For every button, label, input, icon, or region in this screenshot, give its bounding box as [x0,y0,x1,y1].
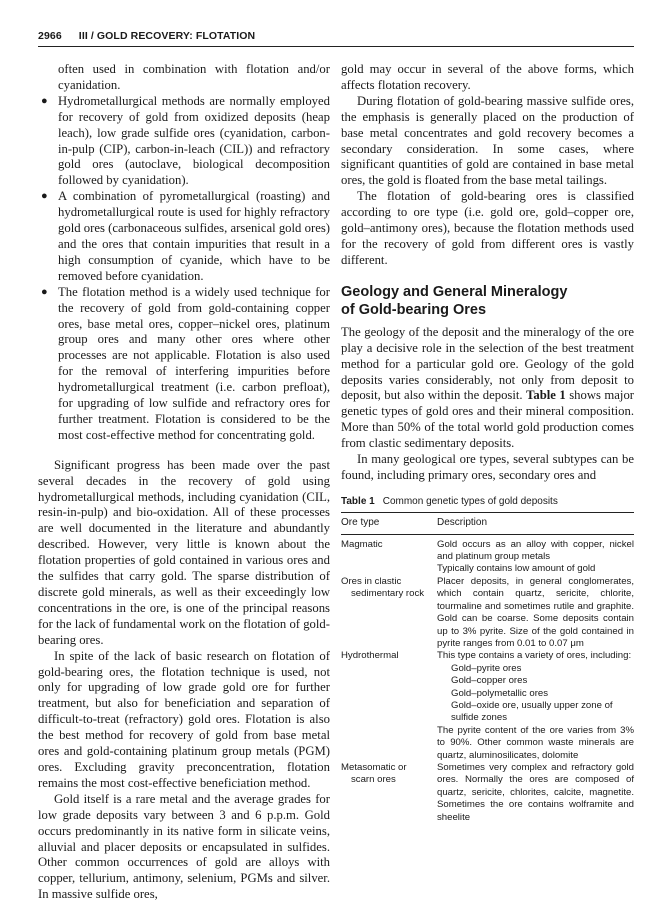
bullet-dot-icon: ● [41,190,48,203]
description-note: The pyrite content of the ore varies from 3% to 90%. Other common waste minerals are quartz, aluminosilicates, dolomite [437,724,634,761]
paragraph-gap [38,444,330,458]
ore-type-cell: Hydrothermal [341,650,399,662]
ore-type-cell: Metasomatic or [341,761,407,773]
running-title: III / GOLD RECOVERY: FLOTATION [78,30,256,42]
body-paragraph: In spite of the lack of basic research on flotation of gold-bearing ores, the flotation technique is used, not only for upgrading of low grade gold ore for further treatment, but also for beneficiation and separation of difficult-to-treat (refractory) gold ores. Flotation is also the best method for recovery of gold from base metal ores and gold-containing platinum group metals (PGM) ores. Excluding gravity preconcentration, flotation remains the most cost-effective beneficiation method. [38,648,330,790]
table-caption-text: Common genetic types of gold deposits [382,495,558,507]
bullet-item: ● The flotation method is a widely used technique for the recovery of gold from gold-containing copper ores, base metal ores, copper–nickel ores, platinum group ores and many other ores where other processes are not applicable. Flotation is also used for the removal of interfering impurities before hydrometallurgical treatment (i.e. carbon prefloat), for upgrading of low sulfide and refractory ores for further treatment. Flotation is considered to be the most cost-effective method for concentrating gold. [41,284,330,442]
table-reference: Table 1 [526,388,566,403]
body-paragraph: In many geological ore types, several subtypes can be found, including primary ores, secondary ores and [341,452,634,482]
description-cell: This type contains a variety of ores, including: [437,650,632,662]
table-1 [341,496,634,826]
bullet-dot-icon: ● [41,285,48,298]
table-row [341,650,634,762]
section-heading: Geology and General Mineralogy of Gold-bearing Ores [341,283,568,318]
bullet-dot-icon: ● [41,94,48,107]
left-column [38,62,330,903]
ore-type-cell-cont: scarn ores [351,774,396,786]
method-bullet-list [38,94,330,444]
ore-type-cell: Ores in clastic [341,575,402,587]
table-header-row [341,513,634,534]
running-header [38,30,634,46]
column-header-description: Description [437,513,634,534]
description-note: Typically contains low amount of gold [437,563,596,575]
page-number: 2966 [38,30,62,42]
subtype-item: Gold–polymetallic ores [451,687,549,699]
table-row [341,576,634,650]
subtype-item: Gold–pyrite ores [451,662,522,674]
description-cell: Placer deposits, in general conglomerates, which contain quartz, sericite, chlorite, tourmaline and sometimes rutile and graphite. Gold can be coarse. Some deposits contain up to 3% pyrite. Size of the gold contained in pyrite ranges from 0.01 to 0.07 μm [437,575,634,649]
body-paragraph: During flotation of gold-bearing massive sulfide ores, the emphasis is generally placed on the production of base metal concentrates and gold recovery becomes a secondary consideration. In some cases, where significant quantities of gold are contained in base metal ores, the gold is floated from the base metal tailings. [341,93,634,188]
header-rule [38,46,634,47]
body-paragraph: Gold itself is a rare metal and the average grades for low grade deposits vary between 3 and 6 p.p.m. Gold occurs predominantly in its native form in silicate veins, alluvial and placer deposits or encapsulated in sulfides. Other common occurrences of gold are alloys with copper, tellurium, antimony, selenium, PGMs and silver. In massive sulfide ores, [38,791,330,902]
description-cell: Gold occurs as an alloy with copper, nickel and platinum group metals [437,538,634,563]
ore-type-cell: Magmatic [341,538,383,550]
body-paragraph: The geology of the deposit and the mineralogy of the ore play a decisive role in the selection of the best treatment method for a particular gold ore. Geology of the gold deposits varies considerably, not only from deposit to deposit, but also within the deposit. Table 1 shows major genetic types of gold ores and their mineral composition. More than 50% of the total world gold production comes from clastic sedimentary deposits. [341,324,635,451]
body-paragraph: gold may occur in several of the above forms, which affects flotation recovery. [341,62,634,92]
table-row [341,762,634,826]
bullet-item: ● A combination of pyrometallurgical (roasting) and hydrometallurgical route is used for highly refractory gold ores (carbonaceous sulfides, arsenical gold ores) and the ores that contain impurities that result in a high consumption of cyanide, which have to be removed before cyanidation. [41,189,330,283]
subtype-item: Gold–copper ores [451,675,528,687]
table-caption [341,496,634,508]
right-column [341,62,634,826]
gold-deposit-table [341,512,634,826]
subtype-item: Gold–oxide ore, usually upper zone of sulfide zones [451,699,613,724]
column-header-ore-type: Ore type [341,513,437,534]
bullet-continuation: often used in combination with flotation and/or cyanidation. [58,62,330,92]
ore-type-cell-cont: sedimentary rock [351,588,425,600]
body-paragraph: Significant progress has been made over the past several decades in the recovery of gold using hydrometallurgical methods, including cyanidation (CIL, resin-in-pulp) and bio-oxidation. All of these processes are well documented in the literature and abundantly described. However, very little is known about the flotation properties of gold contained in various ores and the sulfides that carry gold. The sparse distribution of discrete gold minerals, as well as their exceedingly low concentrations in the ore, is one of the principal reasons for the lack of fundamental work on the flotation of gold-bearing ores. [38,457,330,647]
table-row [341,534,634,576]
body-paragraph: The flotation of gold-bearing ores is classified according to ore type (i.e. gold ore, gold–copper ore, gold–antimony ores), because the flotation methods used for the recovery of gold from different ores is vastly different. [341,189,634,267]
bullet-item: ● Hydrometallurgical methods are normally employed for recovery of gold from oxidized deposits (heap leach), low grade sulfide ores (cyanidation, carbon-in-pulp (CIP), carbon-in-leach (CIL)) and refractory gold ores (autoclave, biological decomposition followed by cyanidation). [41,93,330,188]
description-cell: Sometimes very complex and refractory gold ores. Normally the ores are composed of quartz, sericite, chlorites, calcite, magnetite. Sometimes the ore contains wolframite and sheelite [437,761,634,823]
table-label: Table 1 [341,495,375,507]
